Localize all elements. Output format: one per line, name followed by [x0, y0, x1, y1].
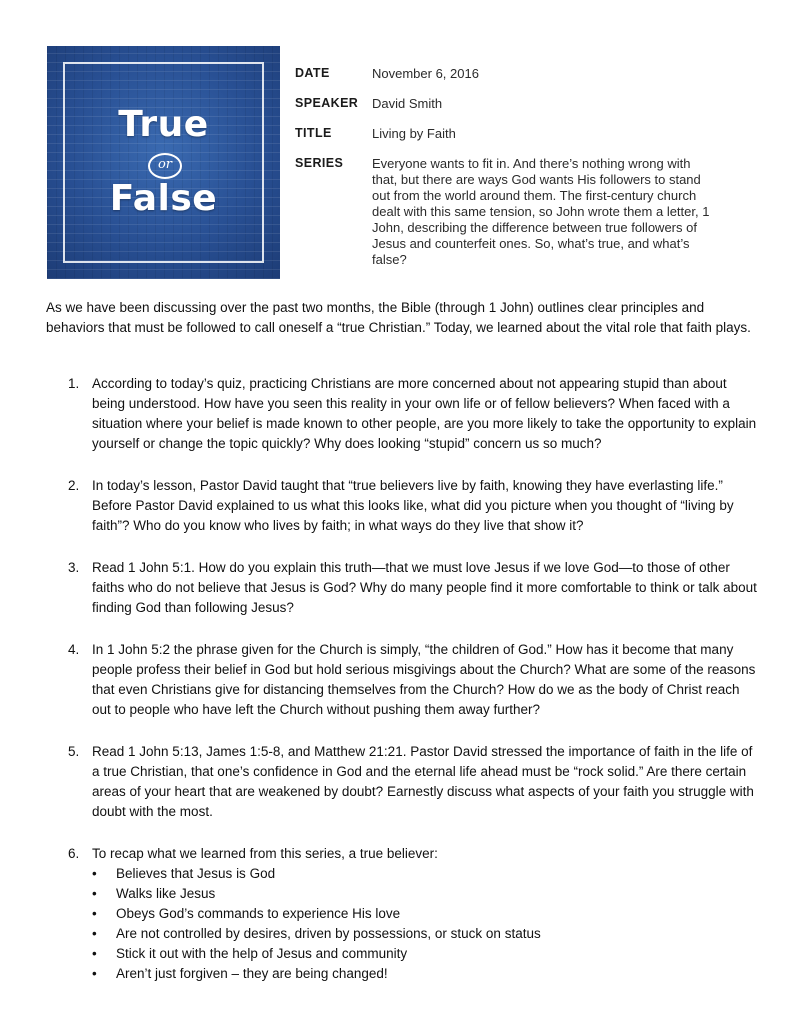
question-number: 1. — [68, 376, 80, 391]
series-label: SERIES — [295, 156, 344, 170]
question-item — [46, 558, 758, 618]
recap-item: • Are not controlled by desires, driven by possessions, or stuck on status — [92, 924, 758, 944]
discussion-questions — [46, 374, 758, 984]
recap-list — [92, 864, 758, 984]
question-text: Read 1 John 5:1. How do you explain this truth—that we must love Jesus if we love God—to those of other faiths who do not believe that Jesus is God? Why do many people find it more comfortable to think or talk about finding God than following Jesus? — [92, 560, 757, 615]
speaker-row — [295, 96, 442, 112]
question-item — [46, 742, 758, 822]
recap-item: • Obeys God’s commands to experience His love — [92, 904, 758, 924]
intro-paragraph: As we have been discussing over the past two months, the Bible (through 1 John) outlines clear principles and behaviors that must be followed to call oneself a “true Christian.” Today, we learned about the vital role that faith plays. — [46, 300, 751, 335]
speaker-value: David Smith — [372, 96, 443, 111]
question-text: To recap what we learned from this series, a true believer: — [92, 846, 438, 861]
date-label: DATE — [295, 66, 330, 80]
title-value: Living by Faith — [372, 126, 456, 141]
speaker-label: SPEAKER — [295, 96, 359, 110]
question-item — [46, 374, 758, 454]
question-number: 2. — [68, 478, 80, 493]
question-item — [46, 476, 758, 536]
question-number: 3. — [68, 560, 80, 575]
series-logo — [47, 46, 280, 279]
date-row — [295, 66, 479, 82]
question-text: According to today’s quiz, practicing Christians are more concerned about not appearing stupid than about being understood. How have you seen this reality in your own life or of fellow believers? When faced with a situation where your belief is made known to other people, are you more likely to take the opportunity to explain yourself or change the topic quickly? Why does looking “stupid” concern us so much? — [92, 376, 757, 451]
title-row — [295, 126, 456, 142]
logo-word-or: or — [148, 153, 182, 179]
recap-item: • Walks like Jesus — [92, 884, 758, 904]
logo-word-false: False — [109, 178, 218, 219]
recap-item: • Believes that Jesus is God — [92, 864, 758, 884]
question-text: Read 1 John 5:13, James 1:5-8, and Matthew 21:21. Pastor David stressed the importance of faith in the life of a true Christian, that one’s confidence in God and the eternal life ahead must be “rock solid.” Are there certain areas of your heart that are weakened by doubt? Earnestly discuss what aspects of your faith you struggle with doubt with the most. — [92, 744, 754, 819]
date-value: November 6, 2016 — [372, 66, 479, 81]
series-description: Everyone wants to fit in. And there’s nothing wrong with that, but there are ways God wants His followers to stand out from the world around them. The first-century church dealt with this same tension, so John wrote them a letter, 1 John, describing the difference between true followers of Jesus and counterfeit ones. So, what’s true, and what’s false? — [372, 156, 710, 267]
question-item — [46, 640, 758, 720]
title-label: TITLE — [295, 126, 332, 140]
recap-item: • Aren’t just forgiven – they are being changed! — [92, 964, 758, 984]
question-number: 4. — [68, 642, 80, 657]
question-item — [46, 844, 758, 984]
recap-item: • Stick it out with the help of Jesus and community — [92, 944, 758, 964]
question-text: In 1 John 5:2 the phrase given for the Church is simply, “the children of God.” How has it become that many people profess their belief in God but hold serious misgivings about the Church? What are some of the reasons that even Christians give for distancing themselves from the Church? How do we as the body of Christ reach out to people who have left the Church without pushing them away further? — [92, 642, 756, 717]
series-row — [295, 156, 712, 268]
question-number: 6. — [68, 846, 80, 861]
question-text: In today’s lesson, Pastor David taught that “true believers live by faith, knowing they have everlasting life.” Before Pastor David explained to us what this looks like, what did you picture when you thought of “living by faith”? Who do you know who lives by faith; in what ways do they live that show it? — [92, 478, 734, 533]
question-number: 5. — [68, 744, 80, 759]
logo-word-true: True — [118, 104, 209, 145]
